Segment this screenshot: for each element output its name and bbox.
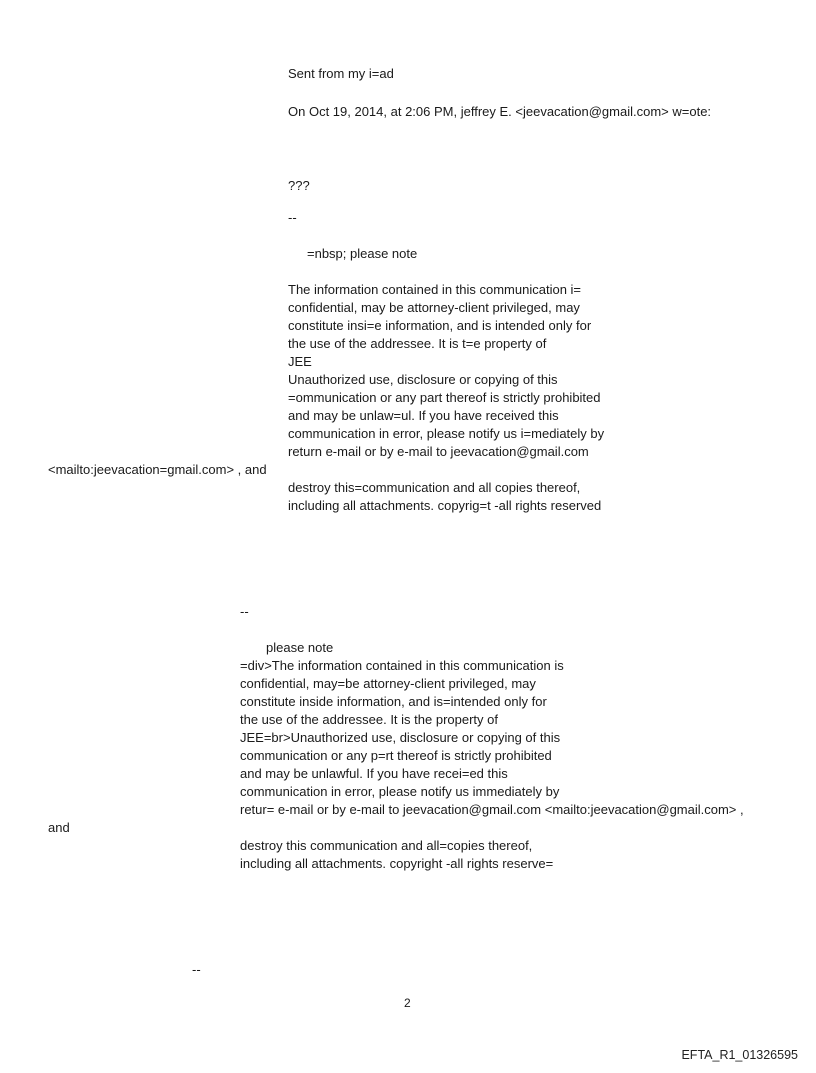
nbsp-note: =nbsp; please note [307, 246, 418, 261]
disclaimer-line: =div>The information contained in this communication is [240, 658, 564, 673]
disclaimer-line: the use of the addressee. It is t=e property of [288, 336, 547, 351]
page-number: 2 [404, 996, 411, 1010]
closing-line: including all attachments. copyright -all rights reserve= [240, 856, 554, 871]
trailing-separator: -- [192, 962, 201, 977]
closing-line: destroy this=communication and all copies thereof, [288, 480, 581, 495]
mailto-line: <mailto:jeevacation=gmail.com> , and [48, 462, 267, 477]
disclaimer-line: communication in error, please notify us i=mediately by [288, 426, 605, 441]
disclaimer-line: the use of the addressee. It is the property of [240, 712, 498, 727]
closing-line: destroy this communication and all=copies thereof, [240, 838, 533, 853]
separator: -- [240, 604, 249, 619]
disclaimer-line: communication in error, please notify us immediately by [240, 784, 560, 799]
disclaimer-line: constitute inside information, and is=intended only for [240, 694, 547, 709]
disclaimer-line: JEE [288, 354, 312, 369]
closing-line: including all attachments. copyrig=t -all rights reserved [288, 498, 602, 513]
please-note: please note [266, 640, 334, 655]
disclaimer-line: return e-mail or by e-mail to jeevacation@gmail.com [288, 444, 589, 459]
document-id: EFTA_R1_01326595 [681, 1048, 798, 1062]
disclaimer-line: and may be unlaw=ul. If you have received this [288, 408, 559, 423]
disclaimer-line: retur= e-mail or by e-mail to jeevacation@gmail.com <mailto:jeevacation@gmail.com> , [240, 802, 744, 817]
disclaimer-line: confidential, may be attorney-client privileged, may [288, 300, 580, 315]
question-line: ??? [288, 178, 310, 193]
disclaimer-line: The information contained in this communication i= [288, 282, 582, 297]
reply-header-line: On Oct 19, 2014, at 2:06 PM, jeffrey E. <jeevacation@gmail.com> w=ote: [288, 104, 712, 119]
disclaimer-line: =ommunication or any part thereof is strictly prohibited [288, 390, 601, 405]
disclaimer-line: constitute insi=e information, and is intended only for [288, 318, 592, 333]
and-word: and [48, 820, 70, 835]
disclaimer-line: and may be unlawful. If you have recei=ed this [240, 766, 508, 781]
disclaimer-line: communication or any p=rt thereof is strictly prohibited [240, 748, 552, 763]
sent-from-line: Sent from my i=ad [288, 66, 394, 81]
separator: -- [288, 210, 297, 225]
disclaimer-line: confidential, may=be attorney-client privileged, may [240, 676, 536, 691]
disclaimer-line: Unauthorized use, disclosure or copying of this [288, 372, 558, 387]
disclaimer-line: JEE=br>Unauthorized use, disclosure or copying of this [240, 730, 561, 745]
